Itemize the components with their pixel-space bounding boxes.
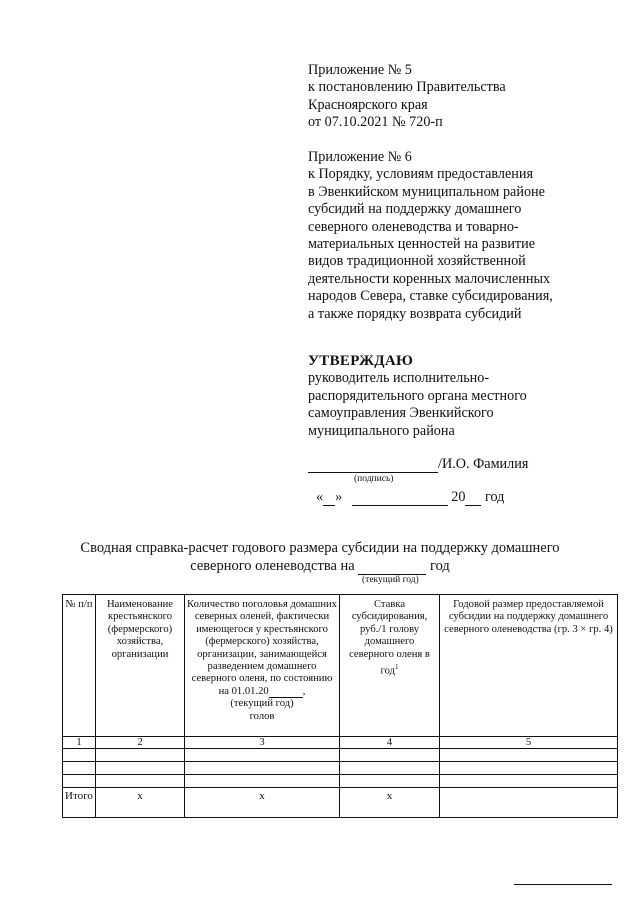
column-number-cell: 4 [340, 737, 440, 749]
date-close-quote: » [335, 489, 343, 505]
table-cell [63, 762, 96, 775]
header-livestock-unit: голов [249, 710, 275, 722]
heading-year-caption: (текущий год) [362, 575, 419, 585]
annex5-block [308, 62, 506, 132]
table-cell [440, 762, 618, 775]
date-year-blank [465, 490, 481, 506]
table-row [63, 775, 618, 788]
annex6-line: деятельности коренных малочисленных [308, 270, 551, 287]
header-livestock-date: на 01.01.20 , [218, 685, 306, 697]
header-number-text: № п/п [65, 599, 93, 610]
table-cell [96, 749, 185, 762]
annex6-line: северного оленеводства и товарно- [308, 218, 519, 235]
table-row [63, 762, 618, 775]
date-year-prefix: 20 [451, 489, 466, 505]
footnote-marker: 1 [394, 663, 399, 672]
table-column-numbers-row [63, 737, 618, 749]
total-cell [440, 788, 618, 818]
header-livestock-date-text: на 01.01.20 [218, 685, 269, 697]
table-cell [185, 762, 340, 775]
header-cell-annual-subsidy [440, 595, 618, 737]
date-day-blank [323, 490, 335, 506]
annex5-line: Красноярского края [308, 96, 428, 113]
document-heading-line2 [0, 558, 640, 575]
table-cell [440, 775, 618, 788]
header-annual-subsidy-text: Годовой размер предоставляемой субсидии на поддержку домашнего северного оленеводства (гр. 3 × гр. 4) [444, 599, 613, 635]
column-number-cell: 3 [185, 737, 340, 749]
date-year-suffix: год [485, 489, 505, 505]
annex6-line: а также порядку возврата субсидий [308, 305, 522, 322]
annex6-line: Приложение № 6 [308, 149, 412, 165]
header-cell-livestock [185, 595, 340, 737]
table-row [63, 749, 618, 762]
table-cell [340, 775, 440, 788]
signature-name: /И.О. Фамилия [438, 456, 529, 472]
subsidy-calculation-table [62, 594, 618, 818]
table-header-row [63, 595, 618, 737]
table-cell [96, 762, 185, 775]
annex6-line: материальных ценностей на развитие [308, 236, 535, 253]
approval-date-line [316, 489, 504, 506]
table-cell [340, 749, 440, 762]
total-label-cell: Итого [63, 788, 96, 818]
table-cell [63, 749, 96, 762]
approval-line: муниципального района [308, 422, 455, 439]
table-cell [185, 775, 340, 788]
header-cell-name [96, 595, 185, 737]
signature-blank [308, 457, 438, 473]
table-cell [63, 775, 96, 788]
column-number-cell: 1 [63, 737, 96, 749]
date-month-blank [352, 490, 448, 506]
header-rate-text: Ставка субсидирования, руб./1 голову домашнего северного оленя в год [349, 599, 430, 677]
approval-block [308, 353, 527, 440]
signature-line [308, 456, 528, 473]
annex6-line: народов Севера, ставке субсидирования, [308, 288, 553, 305]
annex6-line: в Эвенкийском муниципальном районе [308, 183, 545, 200]
heading-line2-suffix: год [430, 558, 450, 574]
header-cell-rate [340, 595, 440, 737]
total-cell: х [96, 788, 185, 818]
document-heading-line1: Сводная справка-расчет годового размера субсидии на поддержку домашнего [80, 540, 560, 556]
annex6-line: видов традиционной хозяйственной [308, 253, 526, 270]
table-cell [340, 762, 440, 775]
header-cell-number [63, 595, 96, 737]
heading-line2-prefix: северного оленеводства на [190, 558, 355, 574]
annex5-line: Приложение № 5 [308, 62, 412, 78]
signature-caption: (подпись) [354, 474, 394, 484]
approval-line: самоуправления Эвенкийского [308, 405, 494, 422]
table-cell [185, 749, 340, 762]
date-open-quote: « [316, 489, 324, 505]
table-cell [440, 749, 618, 762]
header-date-blank [269, 687, 303, 698]
annex6-line: субсидий на поддержку домашнего [308, 201, 522, 218]
annex5-line: от 07.10.2021 № 720-п [308, 114, 443, 131]
annex6-block [308, 149, 553, 323]
header-name-text: Наименование крестьянского (фермерского) хозяйства, организации [107, 599, 173, 660]
table-cell [96, 775, 185, 788]
header-livestock-text: Количество поголовья домашних северных оленей, фактически имеющегося у крестьянского (фермерского) хозяйства, организации, занимающейся разведением домашнего северного оленя, по состоянию [187, 599, 337, 685]
footnote-separator [514, 884, 612, 885]
header-livestock-caption: (текущий год) [230, 698, 294, 710]
column-number-cell: 2 [96, 737, 185, 749]
column-number-cell: 5 [440, 737, 618, 749]
annex5-line: к постановлению Правительства [308, 79, 506, 96]
total-cell: х [340, 788, 440, 818]
table-total-row [63, 788, 618, 818]
total-cell: х [185, 788, 340, 818]
heading-year-blank [358, 559, 426, 575]
approval-line: распорядительного органа местного [308, 387, 527, 404]
annex6-line: к Порядку, условиям предоставления [308, 166, 534, 183]
approval-title: УТВЕРЖДАЮ [308, 353, 414, 369]
approval-line: руководитель исполнительно- [308, 370, 490, 387]
